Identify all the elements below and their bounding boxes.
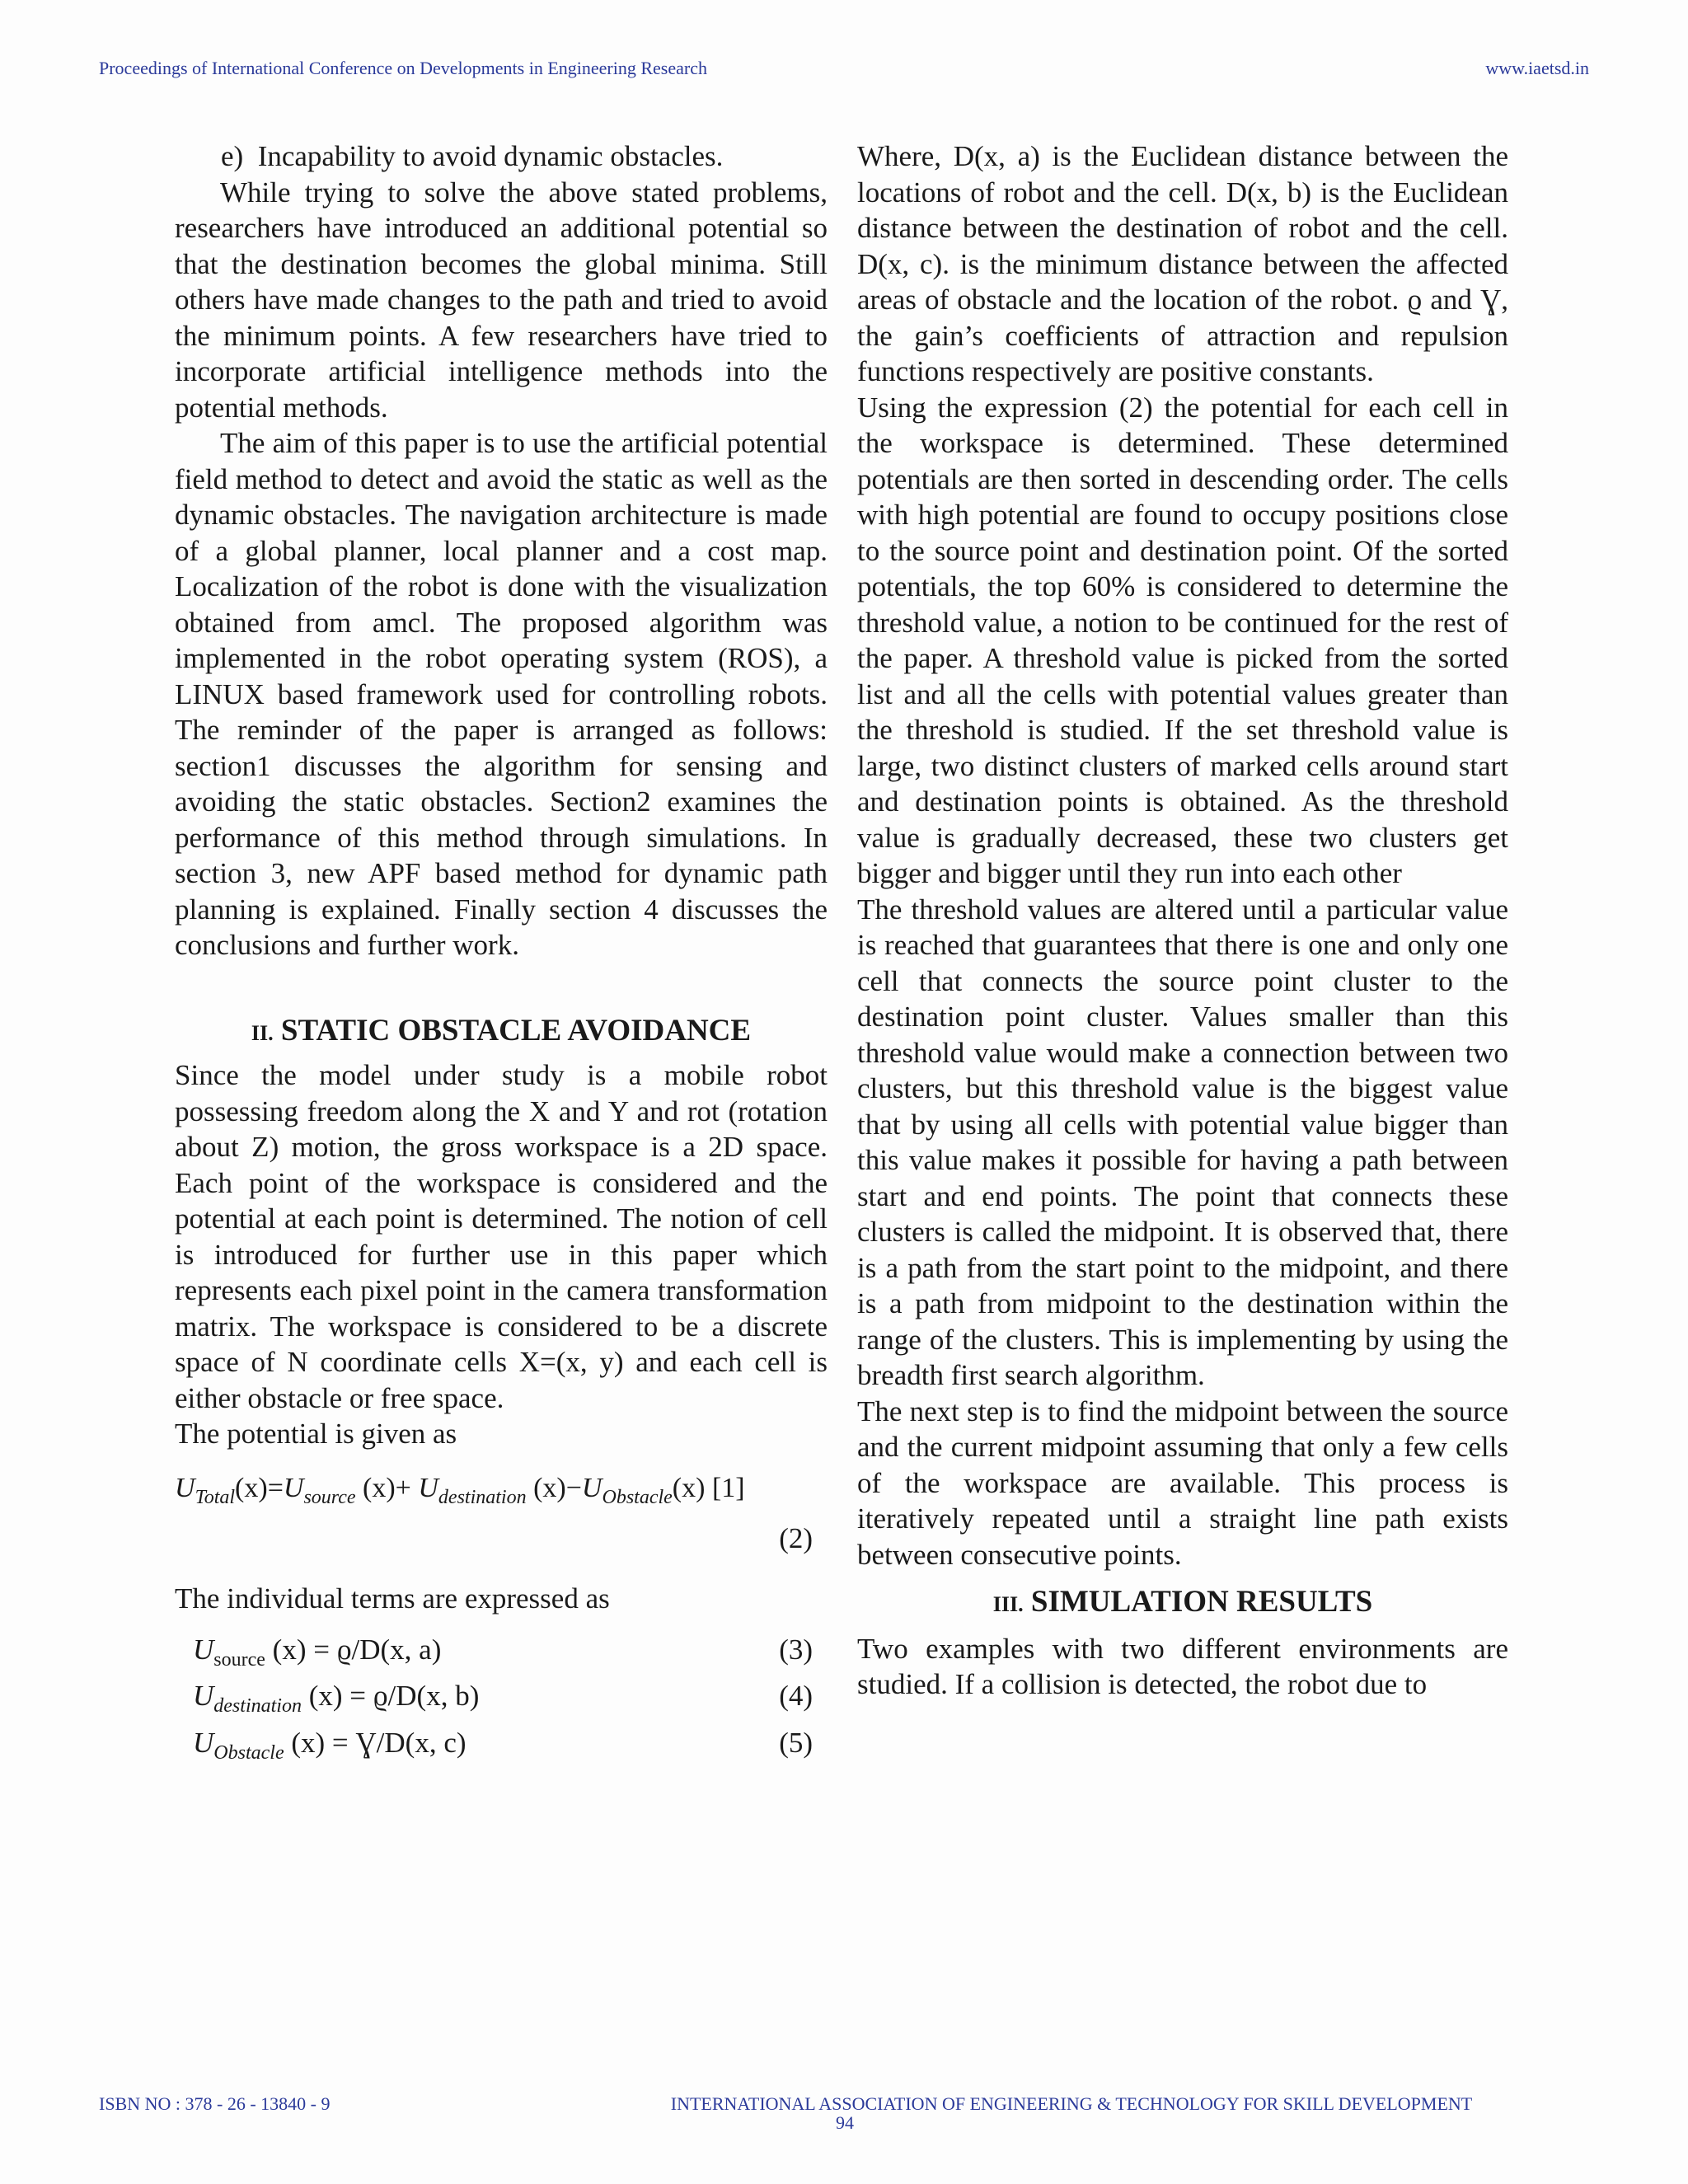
equation-row: $U_{destination}$ (x) = ϱ/D(x, b) (4)	[175, 1678, 828, 1725]
running-header-title: Proceedings of International Conference on Developments in Engineering Research	[99, 58, 707, 78]
paragraph: The potential is given as	[175, 1418, 457, 1450]
equation-row: $U_{source}$ (x) = ϱ/D(x, a) (3)	[175, 1632, 828, 1679]
section-heading	[175, 1013, 828, 1052]
paragraph: The next step is to find the midpoint between the source and the current midpoint assuming that only a few cells of the workspace are available. This process is iteratively repeated until a straight line path exists between consecutive points.	[857, 1394, 1508, 1571]
paragraph: Using the expression (2) the potential for each cell in the workspace is determined. These determined potentials are then sorted in descending order. The cells with high potential are found to occupy positions close to the source point and destination point. Of the sorted potentials, the top 60% is considered to determine the threshold value, a notion to be continued for the rest of the paper. A threshold value is picked from the sorted list and all the cells with potential values greater than the threshold is studied. If the set threshold value is large, two distinct clusters of marked cells around start and destination points is obtained. As the threshold value is gradually decreased, these two clusters get bigger and bigger until they run into each other	[857, 391, 1508, 889]
equation-row: $U_{Obstacle}$ (x) = Ɣ/D(x, c) (5)	[175, 1725, 828, 1772]
page-number: 94	[836, 2112, 854, 2133]
equation-number: (2)	[779, 1521, 813, 1554]
paragraph: Where, D(x, a) is the Euclidean distance between the locations of robot and the cell. D(x, b) is the Euclidean distance between the destination of robot and the cell. D(x, c). is the minimum distance between the affected areas of obstacle and the location of the robot. ϱ and Ɣ, the gain’s coefficients of attraction and repulsion functions respectively are positive constants.	[857, 140, 1508, 387]
left-column	[175, 138, 828, 1771]
section-heading	[857, 1584, 1508, 1623]
paragraph: Since the model under study is a mobile robot possessing freedom along the X and Y and rot (rotation about Z) motion, the gross workspace is a 2D space. Each point of the workspace is considered and the potential at each point is determined. The notion of cell is introduced for further use in this paper which represents each pixel point in the camera transformation matrix. The workspace is considered to be a discrete space of N coordinate cells X=(x, y) and each cell is either obstacle or free space.	[175, 1059, 828, 1414]
paragraph: The aim of this paper is to use the artificial potential field method to detect and avoid the static as well as the dynamic obstacles. The navigation architecture is made of a global planner, local planner and a cost map. Localization of the robot is done with the visualization obtained from amcl. The proposed algorithm was implemented in the robot operating system (ROS), a LINUX based framework used for controlling robots. The reminder of the paper is arranged as follows: section1 discusses the algorithm for sensing and avoiding the static obstacles. Section2 examines the performance of this method through simulations. In section 3, new APF based method for dynamic path planning is explained. Finally section 4 discusses the conclusions and further work.	[175, 427, 828, 961]
paragraph: The threshold values are altered until a particular value is reached that guarantees that there is one and only one cell that connects the source point cluster to the destination point cluster. Values smaller than this threshold value would make a connection between two clusters, but this threshold value is the biggest value that by using all cells with potential value bigger than this value makes it possible for having a path between start and end points. The point that connects these clusters is called the midpoint. It is observed that, there is a path from the start point to the midpoint, and there is a path from midpoint to the destination within the range of the clusters. This is implementing by using the breadth first search algorithm.	[857, 893, 1508, 1391]
equation-total-potential: $U_{Total}(x)=U_{source}$ $(x)+ U_{destination}$ $(x)-U_{Obstacle}(x)$ [1]	[175, 1472, 745, 1508]
section-title: STATIC OBSTACLE AVOIDANCE	[280, 1013, 752, 1047]
paragraph: The individual terms are expressed as	[175, 1582, 610, 1615]
section-title: SIMULATION RESULTS	[1030, 1585, 1373, 1619]
paragraph: While trying to solve the above stated problems, researchers have introduced an additional potential so that the destination becomes the global minima. Still others have made changes to the path and tried to avoid the minimum points. A few researchers have tried to incorporate artificial intelligence methods into the potential methods.	[175, 176, 828, 424]
footer-isbn: ISBN NO : 378 - 26 - 13840 - 9	[99, 2093, 331, 2114]
equation-number: (5)	[779, 1726, 813, 1759]
section-number: II.	[251, 1020, 274, 1045]
equation-number: (4)	[779, 1680, 813, 1713]
running-header-url: www.iaetsd.in	[1485, 58, 1589, 78]
equation-number: (3)	[779, 1633, 813, 1666]
equation-list	[175, 1632, 828, 1772]
right-column	[857, 138, 1508, 1703]
footer-organization: INTERNATIONAL ASSOCIATION OF ENGINEERING & TECHNOLOGY FOR SKILL DEVELOPMENT	[670, 2093, 1473, 2114]
paragraph: Two examples with two different environments are studied. If a collision is detected, the robot due to	[857, 1632, 1508, 1700]
list-item-e: e) Incapability to avoid dynamic obstacles.	[221, 140, 724, 172]
section-number: III.	[992, 1592, 1024, 1616]
